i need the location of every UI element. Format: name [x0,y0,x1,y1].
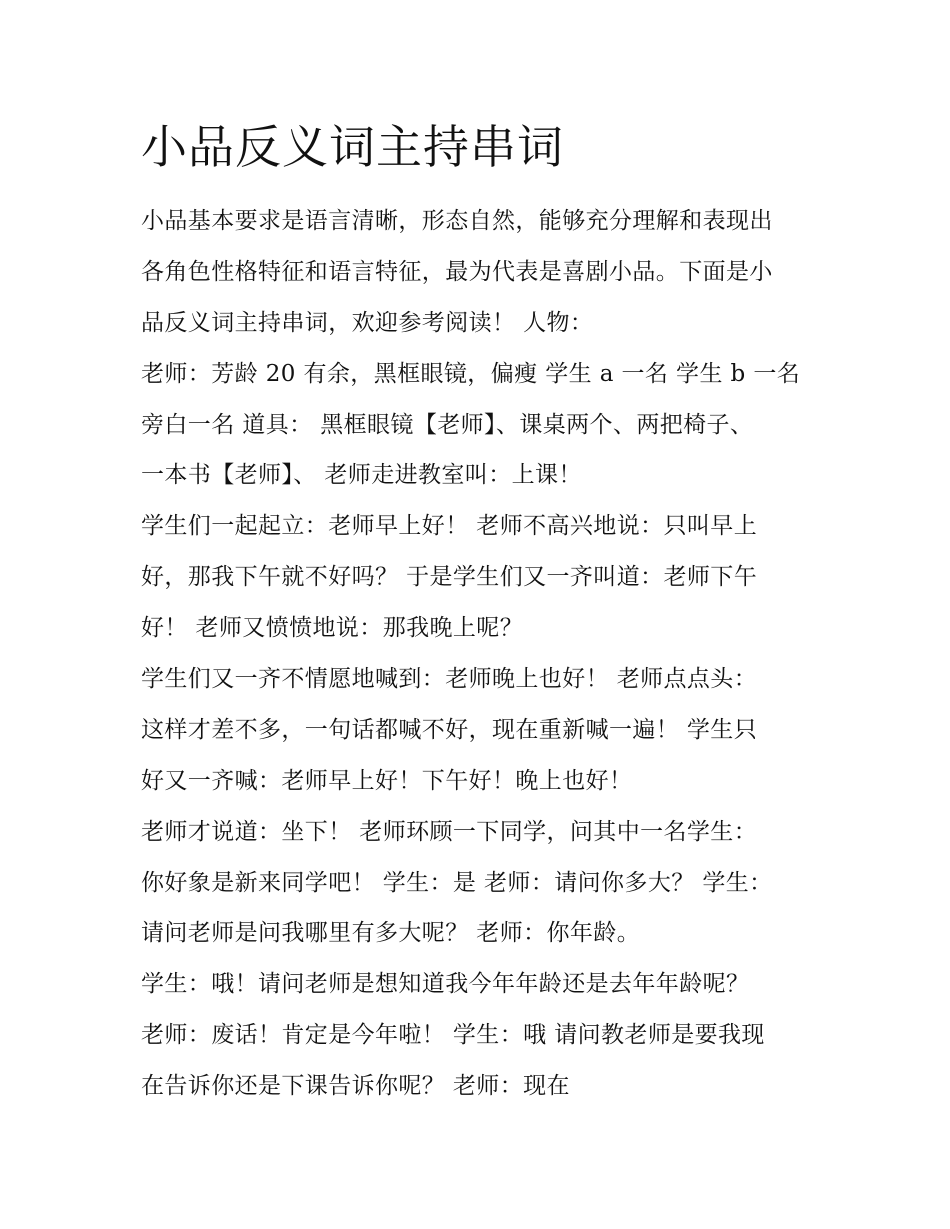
text-line: 这样才差不多，一句话都喊不好，现在重新喊一遍！ 学生只 [141,716,758,743]
text-line: 小品基本要求是语言清晰，形态自然，能够充分理解和表现出 [141,208,773,234]
text-line: 你好象是新来同学吧！ 学生：是 老师：请问你多大？ 学生： [141,869,773,896]
text-line: 各角色性格特征和语言特征，最为代表是喜剧小品。下面是小 [141,258,773,285]
text-line: 一本书【老师】、 老师走进教室叫：上课！ [141,462,582,489]
text-line: 好又一齐喊：老师早上好！下午好！晚上也好！ [141,767,633,794]
text-line: 旁白一名 道具： 黑框眼镜【老师】、课桌两个、两把椅子、 [141,411,754,438]
text-line: 学生们又一齐不情愿地喊到：老师晚上也好！ 老师点点头： [141,666,758,693]
text-line: 在告诉你还是下课告诉你呢？ 老师：现在 [141,1073,570,1100]
text-line: 好！ 老师又愤愤地说：那我晚上呢？ [141,615,524,642]
text-line: 老师：芳龄 20 有余，黑框眼镜，偏瘦 学生 a 一名 学生 b 一名 [141,360,801,387]
text-line: 学生们一起起立：老师早上好！ 老师不高兴地说：只叫早上 [141,513,758,540]
text-line: 品反义词主持串词，欢迎参考阅读！ 人物： [141,309,594,336]
text-line: 老师才说道：坐下！ 老师环顾一下同学，问其中一名学生： [141,818,758,845]
text-line: 老师：废话！肯定是今年啦！ 学生：哦 请问教老师是要我现 [141,1022,765,1049]
text-line: 请问老师是问我哪里有多大呢？ 老师：你年龄。 [141,920,641,947]
document-title: 小品反义词主持串词 [141,120,564,174]
text-line: 学生：哦！请问老师是想知道我今年年龄还是去年年龄呢？ [141,971,750,998]
text-line: 好，那我下午就不好吗？ 于是学生们又一齐叫道：老师下午 [141,564,758,591]
document-body [141,196,821,1112]
